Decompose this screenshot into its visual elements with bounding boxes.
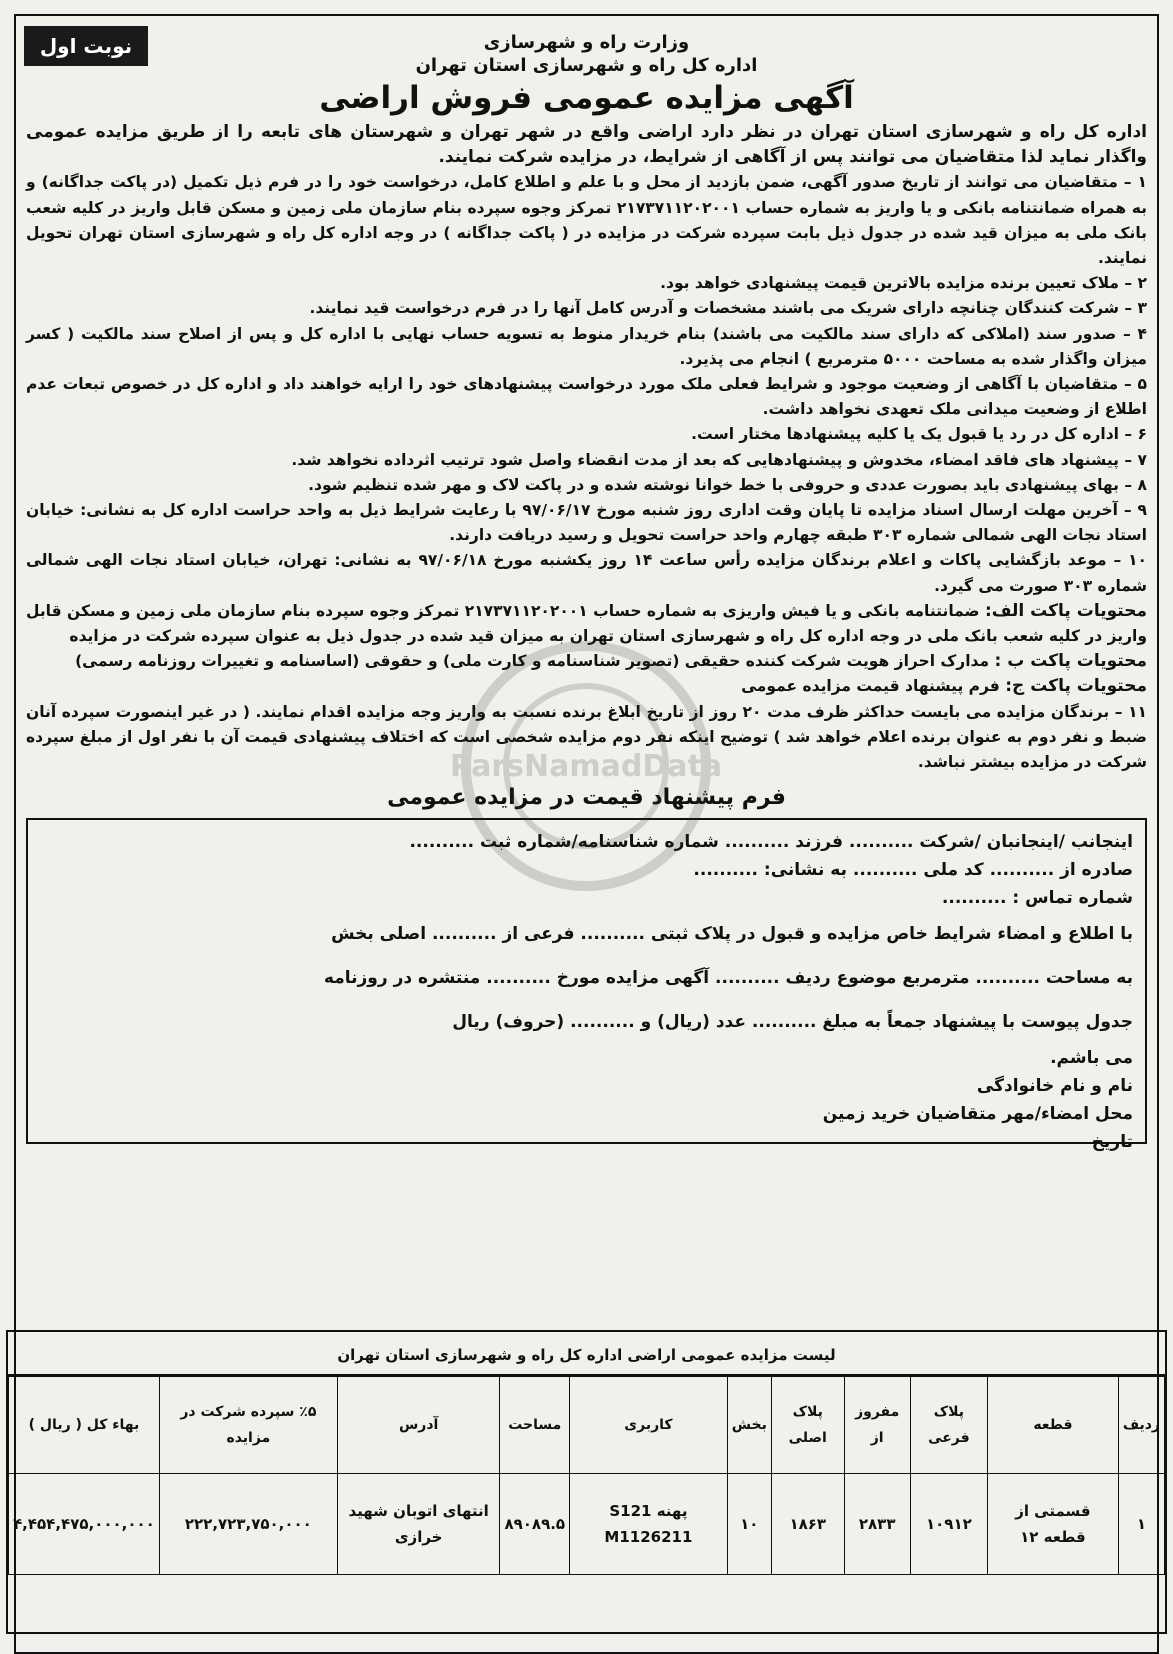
packet-c <box>26 674 1147 699</box>
auction-table <box>8 1376 1165 1575</box>
cell-total-price: ۴,۴۵۴,۴۷۵,۰۰۰,۰۰۰ <box>9 1474 160 1575</box>
form-line: اینجانب /اینجانبان /شرکت .......... فرزند .......... شماره شناسنامه/شماره ثبت .......... <box>409 832 1133 853</box>
form-title: فرم پیشنهاد قیمت در مزایده عمومی <box>387 785 786 811</box>
cell-main-plate: ۱۸۶۳ <box>771 1474 844 1575</box>
condition-item: ۲ – ملاک تعیین برنده مزایده بالاترین قیمت پیشنهادی خواهد بود. <box>660 274 1147 293</box>
condition-item: ۱ – متقاضیان می توانند از تاریخ صدور آگهی، ضمن بازدید از محل و با علم و اطلاع کامل، درخواست خود را در فرم ذیل تکمیل (در پاکت جداگانه) و به همراه ضمانتنامه بانکی و یا واریز به شماره حساب ۲۱۷۳۷۱۱۲۰۲۰۰۱ تمرکز وجوه سپرده بنام سازمان ملی زمین و مسکن قابل واریز در کلیه شعب بانک ملی به میزان قید شده در جدول ذیل بابت سپرده شرکت در مزایده در ( پاکت جداگانه ) در وجه اداره کل راه و شهرسازی استان تهران تحویل نمایند. <box>26 173 1147 268</box>
packet-b-text: مدارک احراز هویت شرکت کننده حقیقی (تصویر شناسنامه و کارت ملی) و حقوقی (اساسنامه و تغییرات روزنامه رسمی) <box>75 652 990 671</box>
packet-a-text: ضمانتنامه بانکی و یا فیش واریزی به شماره حساب ۲۱۷۳۷۱۱۲۰۲۰۰۱ تمرکز وجوه سپرده بنام سازمان ملی زمین و مسکن قابل واریز در کلیه شعب بانک ملی در وجه اداره کل راه و شهرسازی استان تهران به میزان قید شده در جدول ذیل به عنوان سپرده شرکت در مزایده <box>26 601 1147 646</box>
col-header: ٪۵ سپرده شرکت در مزایده <box>159 1377 337 1474</box>
cell-separated-from: ۲۸۳۳ <box>844 1474 910 1575</box>
condition-item: ۷ – پیشنهاد های فاقد امضاء، مخدوش و پیشنهادهایی که بعد از مدت انقضاء واصل شود ترتیب اثرداده نخواهد شد. <box>291 450 1147 469</box>
ad-header <box>16 32 1157 116</box>
cell-row-number: ۱ <box>1118 1474 1164 1575</box>
form-line: جدول پیوست با پیشنهاد جمعاً به مبلغ .......... عدد (ریال) و .......... (حروف) ریال <box>452 1012 1133 1033</box>
cell-sub-plate: ۱۰۹۱۲ <box>910 1474 987 1575</box>
col-header: مفروز از <box>844 1377 910 1474</box>
packet-a-label: محتویات پاکت الف: <box>984 600 1147 621</box>
packet-c-label: محتویات پاکت ج: <box>1005 676 1147 697</box>
round-badge: نوبت اول <box>24 26 148 66</box>
packet-b <box>26 649 1147 674</box>
auction-list <box>6 1330 1167 1634</box>
col-header: ردیف <box>1118 1377 1164 1474</box>
cell-deposit: ۲۲۲,۷۲۳,۷۵۰,۰۰۰ <box>159 1474 337 1575</box>
col-header: بهاء کل ( ریال ) <box>9 1377 160 1474</box>
office-name: اداره کل راه و شهرسازی استان تهران <box>415 55 758 76</box>
col-header: پلاک اصلی <box>771 1377 844 1474</box>
ministry-name: وزارت راه و شهرسازی <box>483 32 690 53</box>
condition-item: ۱۰ – موعد بازگشایی پاکات و اعلام برندگان مزایده رأس ساعت ۱۴ روز یکشنبه مورخ ۹۷/۰۶/۱۸ به نشانی: تهران، خیابان استاد نجات الهی شمالی شماره ۳۰۳ صورت می گیرد. <box>26 551 1147 595</box>
condition-item: ۶ – اداره کل در رد یا قبول یک یا کلیه پیشنهادها مختار است. <box>691 425 1147 444</box>
cell-address: انتهای اتوبان شهید خرازی <box>337 1474 500 1575</box>
form-line: صادره از .......... کد ملی .......... به نشانی: .......... <box>693 860 1133 881</box>
form-line: می باشم. <box>1050 1048 1133 1069</box>
packet-b-label: محتویات پاکت ب : <box>994 651 1147 672</box>
col-header: پلاک فرعی <box>910 1377 987 1474</box>
condition-item: ۹ – آخرین مهلت ارسال اسناد مزایده تا پایان وقت اداری روز شنبه مورخ ۹۷/۰۶/۱۷ با رعایت شرایط ذیل به واحد حراست اداره کل به نشانی: خیابان استاد نجات الهی شمالی شماره ۳۰۳ طبقه چهارم واحد حراست تحویل و رسید دریافت دارند. <box>26 501 1147 545</box>
packet-c-text: فرم پیشنهاد قیمت مزایده عمومی <box>741 677 1000 696</box>
watermark-text: ParsNamadData <box>449 749 723 784</box>
ad-title: آگهی مزایده عمومی فروش اراضی <box>319 80 854 116</box>
col-header: قطعه <box>988 1377 1119 1474</box>
col-header: مساحت <box>500 1377 570 1474</box>
cell-area: ۸۹۰۸۹.۵ <box>500 1474 570 1575</box>
condition-item: ۱۱ – برندگان مزایده می بایست حداکثر ظرف مدت ۲۰ روز از تاریخ ابلاغ برنده نسبت به واریز وجه مزایده اقدام نمایند. ( در غیر اینصورت سپرده آنان ضبط و نفر دوم به عنوان برنده اعلام خواهد شد ) توضیح اینکه نفر دوم مزایده شخصی است که اختلاف پیشنهادی قیمت آن با نفر اول از مبلغ سپرده شرکت در مزایده بیشتر نباشد. <box>26 702 1148 772</box>
intro-paragraph: اداره کل راه و شهرسازی استان تهران در نظر دارد اراضی واقع در شهر تهران و شهرستان های تابعه را از طریق مزایده عمومی واگذار نماید لذا متقاضیان می توانند پس از آگاهی از شرایط، در مزایده شرکت نمایند. <box>26 122 1147 168</box>
form-line: با اطلاع و امضاء شرایط خاص مزایده و قبول در پلاک ثبتی .......... فرعی از .......... اصلی بخش <box>331 924 1133 945</box>
col-header: بخش <box>727 1377 771 1474</box>
col-header: آدرس <box>337 1377 500 1474</box>
cell-district: ۱۰ <box>727 1474 771 1575</box>
list-title: لیست مزایده عمومی اراضی اداره کل راه و شهرسازی استان تهران <box>8 1332 1165 1376</box>
form-line: نام و نام خانوادگی <box>976 1076 1133 1097</box>
form-line: محل امضاء/مهر متقاضیان خرید زمین <box>822 1104 1133 1125</box>
condition-item: ۴ – صدور سند (املاکی که دارای سند مالکیت می باشند) بنام خریدار منوط به تسویه حساب نهایی با اداره کل و پس از اصلاح سند مالکیت ( کسر میزان واگذار شده به مساحت ۵۰۰۰ مترمربع ) انجام می پذیرد. <box>26 324 1147 368</box>
condition-item: ۵ – متقاضیان با آگاهی از وضعیت موجود و شرایط فعلی ملک مورد درخواست پیشنهادهای خود را ارایه خواهند داد و اداره کل در خصوص تبعات عدم اطلاع از وضعیت میدانی ملک تعهدی نخواهد داشت. <box>26 375 1147 419</box>
condition-item: ۸ – بهای پیشنهادی باید بصورت عددی و حروفی با خط خوانا نوشته شده و در پاکت لاک و مهر شده تنظیم شود. <box>308 475 1147 494</box>
form-line: شماره تماس : .......... <box>941 888 1133 909</box>
bid-form <box>26 818 1147 1153</box>
ad-body <box>16 120 1157 775</box>
packet-a <box>26 599 1147 649</box>
cell-parcel: قسمتی از قطعه ۱۲ <box>988 1474 1119 1575</box>
table-row <box>9 1474 1165 1575</box>
cell-land-use: پهنه S121 M1126211 <box>570 1474 728 1575</box>
table-header-row <box>9 1377 1165 1474</box>
form-line: به مساحت .......... مترمربع موضوع ردیف .......... آگهی مزایده مورخ .......... منتشره در روزنامه <box>323 968 1133 989</box>
condition-item: ۳ – شرکت کنندگان چنانچه دارای شریک می باشند مشخصات و آدرس کامل آنها را در فرم درخواست قید نمایند. <box>309 299 1147 318</box>
form-line: تاریخ <box>1091 1132 1133 1153</box>
col-header: کاربری <box>570 1377 728 1474</box>
